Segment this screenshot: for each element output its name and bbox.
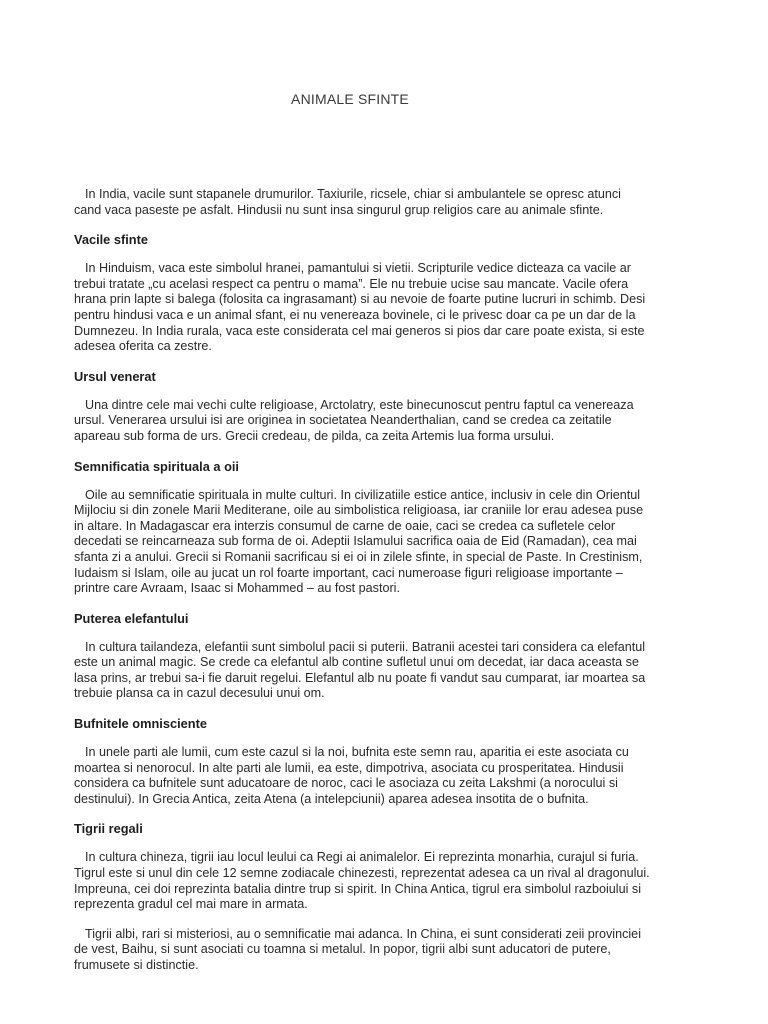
document-title: ANIMALE SFINTE — [291, 91, 409, 107]
section-heading-tigrii: Tigrii regali — [74, 821, 143, 837]
closing-paragraph: Tigrii albi, rari si misteriosi, au o semnificatie mai adanca. In China, ei sunt considerati zeii provinciei de vest, Baihu, si sunt asociati cu toamna si metalul. In popor, tigrii albi sunt aducatori de putere, frumusete si distinctie. — [74, 926, 641, 972]
section-heading-bufnite: Bufnitele omnisciente — [74, 716, 207, 732]
intro-paragraph: In India, vacile sunt stapanele drumurilor. Taxiurile, ricsele, chiar si ambulantele se opresc atunci cand vaca paseste pe asfalt. Hindusii nu sunt insa singurul grup religios care au animale sfinte. — [74, 187, 621, 217]
section-paragraph-tigrii: In cultura chineza, tigrii iau locul leului ca Regi ai animalelor. Ei reprezinta monarhia, curajul si furia. Tigrul este si unul din cele 12 semne zodiacale chinezesti, reprezentat adesea ca un rival al dragonului. Impreuna, cei doi reprezinta batalia dintre trup si spirit. In China Antica, tigrul era simbolul razboiului si reprezenta gradul cel mai mare in armata. — [74, 850, 650, 912]
section-heading-elefant: Puterea elefantului — [74, 610, 189, 626]
section-paragraph-oaia: Oile au semnificatie spirituala in multe culturi. In civilizatiile estice antice, inclusiv in cele din Orientul Mijlociu si din zonele Marii Mediterane, oile au simbolistica religioasa, iar craniile lor erau adesea puse in altare. In Madagascar era interzis consumul de carne de oaie, caci se credea ca sufletele celor decedati se reincarneaza sub forma de oi. Adeptii Islamului sacrifica oaia de Eid (Ramadan), cea mai sfanta zi a anului. Grecii si Romanii sacrificau si ei oi in zilele sfinte, in special de Paste. In Crestinism, Iudaism si Islam, oile au jucat un rol foarte important, caci numeroase figuri religioase importante – printre care Avraam, Isaac si Mohammed – au fost pastori. — [74, 487, 644, 596]
section-heading-ursul: Ursul venerat — [74, 368, 156, 384]
section-heading-oaia: Semnificatia spirituala a oii — [74, 458, 239, 474]
section-paragraph-vacile: In Hinduism, vaca este simbolul hranei, pamantului si vietii. Scripturile vedice dicteaza ca vacile ar trebui tratate „cu acelasi respect ca pentru o mama”. Ele nu trebuie ucise sau mancate. Vacile ofera hrana prin lapte si balega (folosita ca ingrasamant) si au nevoie de foarte putine lucruri in schimb. Desi pentru hindusi vaca e un animal sfant, ei nu venereaza bovinele, ci le privesc doar ca pe un dar de la Dumnezeu. In India rurala, vaca este considerata cel mai generos si pios dar care poate exista, si este adesea oferita ca zestre. — [74, 261, 646, 354]
document-body — [74, 187, 696, 988]
section-paragraph-elefant: In cultura tailandeza, elefantii sunt simbolul pacii si puterii. Batranii acestei tari considera ca elefantul este un animal magic. Se crede ca elefantul alb contine sufletul unui om decedat, iar daca aceasta se lasa prins, ar trebui sa-i fie daruit regelui. Elefantul alb nu poate fi vandut sau cumparat, iar moartea sa trebuie plansa ca in cazul decesului unui om. — [74, 639, 646, 701]
section-paragraph-bufnite: In unele parti ale lumii, cum este cazul si la noi, bufnita este semn rau, aparitia ei este asociata cu moartea si nenorocul. In alte parti ale lumii, ea este, dimpotriva, asociata cu prosperitatea. Hindusii considera ca bufnitele sunt aducatoare de noroc, caci le asociaza cu zeita Lakshmi (a norocului si destinului). In Grecia Antica, zeita Atena (a intelepciunii) aparea adesea insotita de o bufnita. — [74, 745, 629, 806]
section-heading-vacile: Vacile sfinte — [74, 232, 148, 248]
section-paragraph-ursul: Una dintre cele mai vechi culte religioase, Arctolatry, este binecunoscut pentru faptul ca venereaza ursul. Venerarea ursului isi are originea in societatea Neanderthalian, cand se credea ca zeitatile apareau sub forma de urs. Grecii credeau, de pilda, ca zeita Artemis lua forma ursului. — [74, 397, 634, 443]
